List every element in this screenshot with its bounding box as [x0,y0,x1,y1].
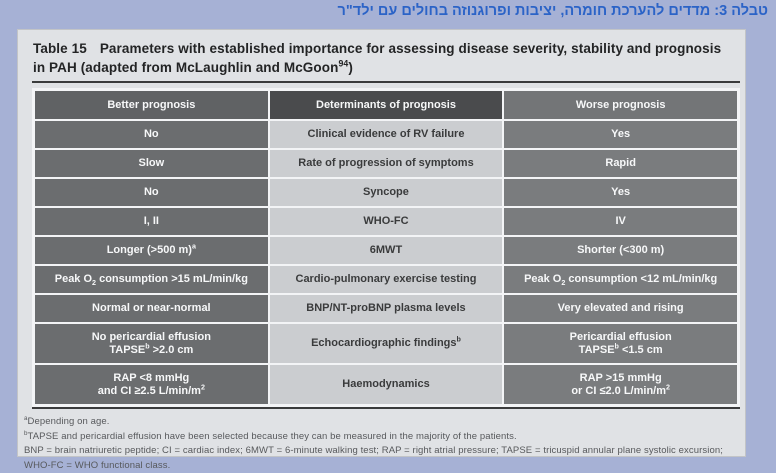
cell-better: Normal or near-normal [35,295,268,322]
cell-worse: Pericardial effusion $TAPSE^b <1.5$ cm [504,324,737,363]
table-number-label: Table 15 [33,41,87,56]
footnote-abbreviations: BNP = brain natriuretic peptide; CI = cardiac index; 6MWT = 6-minute walking test; RAP = right atrial pressure; TAPSE = tricuspid annular plane systolic excursion; WHO-FC = WHO functional class. [24,445,723,471]
cell-better: Peak $O_2$ consumption >15 mL/min/kg [35,266,268,293]
cell-better: I, II [35,208,268,235]
table-bottom-rule [32,407,740,409]
table-top-rule [32,81,740,83]
cell-better: Longer (>500 m)$^a$ [35,237,268,264]
cell-worse: Yes [504,179,737,206]
hebrew-title: טבלה 3: מדדים להערכת חומרה, יציבות ופרוגנוזה בחולים עם ילד"ר [337,3,768,19]
prognosis-table [33,89,739,406]
cell-determinant: Haemodynamics [270,365,503,404]
table-row [35,324,737,363]
header-determinants: Determinants of prognosis [270,91,503,119]
cell-worse: Peak $O_2$ consumption <12 mL/min/kg [504,266,737,293]
table-row [35,237,737,264]
table-row [35,121,737,148]
cell-better: Slow [35,150,268,177]
cell-determinant: Echocardiographic findings$^b$ [270,324,503,363]
cell-worse: RAP >15 mmHg or CI ≤2.0 $L/\min/m^2$ [504,365,737,404]
cell-worse: Yes [504,121,737,148]
table-wrapper [32,88,740,407]
cell-better: No [35,121,268,148]
cell-better: RAP <8 mmHg and CI ≥2.5 $L/\min/m^2$ [35,365,268,404]
cell-worse: Very elevated and rising [504,295,737,322]
table-row [35,266,737,293]
table-row [35,150,737,177]
footnotes [24,415,737,473]
cell-determinant: Clinical evidence of RV failure [270,121,503,148]
cell-determinant: BNP/NT-proBNP plasma levels [270,295,503,322]
cell-determinant: Cardio-pulmonary exercise testing [270,266,503,293]
cell-better: No pericardial effusion $TAPSE^b >2.0$ cm [35,324,268,363]
cell-determinant: Rate of progression of symptoms [270,150,503,177]
table-row [35,208,737,235]
table-figure-panel [17,29,746,471]
cell-worse: Rapid [504,150,737,177]
caption-text: Parameters with established importance for assessing disease severity, stability and prognosis in PAH (adapted from McLaughlin and McGoon$^{94}$) [33,41,722,75]
table-row [35,365,737,404]
table-caption [33,39,725,77]
cell-determinant: 6MWT [270,237,503,264]
table-row [35,179,737,206]
header-better-prognosis: Better prognosis [35,91,268,119]
cell-determinant: Syncope [270,179,503,206]
cell-worse: Shorter (<300 m) [504,237,737,264]
header-row [35,91,737,119]
footnote-b: $^b$TAPSE and pericardial effusion have been selected because they can be measured in the majority of the patients. [24,429,517,442]
cell-worse: IV [504,208,737,235]
table-row [35,295,737,322]
header-worse-prognosis: Worse prognosis [504,91,737,119]
footnote-a: $^a$Depending on age. [24,414,110,427]
cell-better: No [35,179,268,206]
cell-determinant: WHO-FC [270,208,503,235]
